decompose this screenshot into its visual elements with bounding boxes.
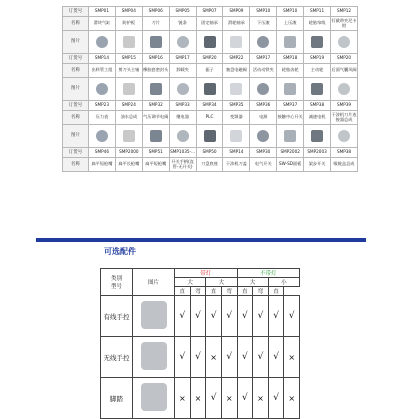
check-mark: √ [268, 378, 284, 419]
part-image [223, 125, 250, 148]
option-row [101, 337, 300, 378]
part-code: SMP17 [250, 54, 277, 64]
option-label: 有线手控 [101, 296, 133, 337]
cross-mark: × [206, 337, 222, 378]
grid-row-name [63, 17, 358, 31]
part-name: 塞盘电磁阀 [223, 64, 250, 78]
part-photo-icon [284, 36, 296, 48]
check-mark: √ [221, 296, 237, 337]
part-name: 继电器 [169, 111, 196, 125]
row-header: 名称 [63, 64, 89, 78]
check-mark: √ [237, 296, 253, 337]
part-image [250, 78, 277, 101]
part-code: SMP12 [331, 7, 358, 17]
part-name: 防护板 [115, 17, 142, 31]
part-photo-icon [284, 83, 296, 95]
part-name: 钉截带夹尼卡钳 [331, 17, 358, 31]
row-header: 订货号 [63, 148, 89, 158]
part-photo-icon [123, 130, 135, 142]
check-mark: √ [206, 296, 222, 337]
part-name: 轮胎齿轮 [277, 64, 304, 78]
orientation-header: 直 [175, 287, 191, 296]
part-image [115, 125, 142, 148]
part-image [331, 125, 358, 148]
part-code: SMP18 [277, 54, 304, 64]
orientation-header: 弯 [253, 287, 269, 296]
part-code: SMP14 [89, 54, 116, 64]
part-code: SMP50 [196, 148, 223, 158]
part-photo-icon [257, 83, 269, 95]
size-small: 小 [268, 278, 299, 287]
part-photo-icon [96, 130, 108, 142]
part-name: 变频器 [223, 111, 250, 125]
check-mark: √ [206, 378, 222, 419]
parts-grid [62, 6, 358, 172]
part-code: SMP11 [304, 7, 331, 17]
part-code: SMP23 [89, 101, 116, 111]
part-code: SMP35 [223, 101, 250, 111]
grid-row-code [63, 7, 358, 17]
part-image [169, 31, 196, 54]
option-image [133, 337, 175, 378]
part-name: 扁平短枪嘴 [142, 158, 169, 172]
part-photo-icon [311, 83, 323, 95]
part-image [223, 31, 250, 54]
part-code: SMP30 [250, 148, 277, 158]
options-table [100, 268, 300, 419]
check-mark: √ [190, 337, 206, 378]
part-name: 干涉机刀片连接器总成 [331, 111, 358, 125]
row-header: 图片 [63, 78, 89, 101]
cross-mark: × [190, 378, 206, 419]
option-row [101, 378, 300, 419]
part-name: 活动动铁夹 [250, 64, 277, 78]
part-name: 轮胎帘线 [304, 17, 331, 31]
part-image [89, 31, 116, 54]
grid-row-name [63, 111, 358, 125]
part-image [115, 31, 142, 54]
part-code: SMP33 [169, 101, 196, 111]
part-image [169, 78, 196, 101]
part-photo-icon [123, 36, 135, 48]
part-name: 下压滚 [250, 17, 277, 31]
part-image [250, 125, 277, 148]
orientation-header: 弯 [190, 287, 206, 296]
part-photo-icon [257, 130, 269, 142]
part-photo-icon [284, 130, 296, 142]
part-code: SMP10 [250, 7, 277, 17]
orientation-header: 直 [206, 287, 222, 296]
part-code: SMP2003 [304, 148, 331, 158]
grid-row-name [63, 158, 358, 172]
part-photo-icon [177, 36, 189, 48]
part-code: SMP34 [196, 101, 223, 111]
part-name: 振子 [196, 64, 223, 78]
check-mark: √ [190, 296, 206, 337]
part-photo-icon [230, 36, 242, 48]
part-name: 开关手柄(直管-无开关) [169, 158, 196, 172]
part-name: 刀盘底座 [196, 158, 223, 172]
part-image [89, 125, 116, 148]
part-name: 出料管工组 [89, 64, 116, 78]
part-name: 扁平长枪嘴 [115, 158, 142, 172]
part-code: SMP36 [250, 101, 277, 111]
part-code: SMP37 [277, 101, 304, 111]
grid-row-image [63, 125, 358, 148]
part-code: SMP10 [277, 7, 304, 17]
part-image [277, 78, 304, 101]
part-photo-icon [177, 130, 189, 142]
part-image [331, 31, 358, 54]
part-name: 橡胶套密封头 [142, 64, 169, 78]
row-header: 订货号 [63, 54, 89, 64]
part-image [277, 125, 304, 148]
check-mark: √ [221, 337, 237, 378]
part-photo-icon [311, 36, 323, 48]
part-photo-icon [150, 130, 162, 142]
part-image [304, 125, 331, 148]
part-code: SMP09 [223, 7, 250, 17]
grid-row-image [63, 31, 358, 54]
group-with-light: 带灯 [175, 269, 238, 278]
part-code: SMP20 [196, 54, 223, 64]
part-image [142, 125, 169, 148]
options-header-image: 图片 [133, 269, 175, 296]
part-image [115, 78, 142, 101]
wireless-controller-icon [141, 342, 167, 370]
part-name: 压力表 [89, 111, 116, 125]
part-name: 架步开关 [304, 158, 331, 172]
cross-mark: × [284, 378, 300, 419]
part-code: SMP15 [115, 54, 142, 64]
part-image [331, 78, 358, 101]
size-big-3: 大 [237, 278, 268, 287]
check-mark: √ [253, 296, 269, 337]
part-name: 卸载夹 [169, 64, 196, 78]
part-code: SMP38 [331, 148, 358, 158]
part-code: SMP32 [142, 101, 169, 111]
part-photo-icon [338, 83, 350, 95]
option-image [133, 378, 175, 419]
part-name: SW-SD面板 [277, 158, 304, 172]
grid-row-name [63, 64, 358, 78]
part-name: 固定轴承 [196, 17, 223, 31]
part-image [196, 125, 223, 148]
part-image [304, 78, 331, 101]
row-header: 名称 [63, 158, 89, 172]
row-header: 图片 [63, 125, 89, 148]
check-mark: √ [268, 337, 284, 378]
grid-row-code [63, 148, 358, 158]
part-photo-icon [230, 130, 242, 142]
part-photo-icon [150, 36, 162, 48]
row-header: 订货号 [63, 7, 89, 17]
part-photo-icon [311, 130, 323, 142]
part-code: SMP51 [142, 148, 169, 158]
part-photo-icon [338, 130, 350, 142]
part-image [169, 125, 196, 148]
part-name: 主动轮 [304, 64, 331, 78]
part-name: 干涉机刀盖 [223, 158, 250, 172]
part-code: SMP39 [331, 101, 358, 111]
part-image [223, 78, 250, 101]
part-image [89, 78, 116, 101]
grid-row-code [63, 54, 358, 64]
part-photo-icon [204, 83, 216, 95]
part-name: 喉咙盒总成 [331, 158, 358, 172]
part-code: SMP01 [89, 7, 116, 17]
part-code: SMP20 [331, 54, 358, 64]
check-mark: √ [175, 296, 191, 337]
check-mark: √ [175, 337, 191, 378]
size-big: 大 [175, 278, 206, 287]
check-mark: √ [237, 378, 253, 419]
part-name: 油水总成 [115, 111, 142, 125]
part-code: SMP38 [304, 101, 331, 111]
grid-row-image [63, 78, 358, 101]
part-code: SMP1035-... [169, 148, 196, 158]
part-name: 刀片 [142, 17, 169, 31]
check-mark: √ [237, 337, 253, 378]
part-photo-icon [177, 83, 189, 95]
group-without-light: 不带灯 [237, 269, 300, 278]
part-photo-icon [150, 83, 162, 95]
option-label: 无线手控 [101, 337, 133, 378]
part-photo-icon [123, 83, 135, 95]
cross-mark: × [253, 378, 269, 419]
section-bar [36, 238, 366, 242]
part-code: SMP22 [223, 54, 250, 64]
option-row [101, 296, 300, 337]
cross-mark: × [284, 337, 300, 378]
part-photo-icon [230, 83, 242, 95]
part-image [142, 78, 169, 101]
check-mark: √ [268, 296, 284, 337]
orientation-header: 弯 [221, 287, 237, 296]
part-code: SMP16 [142, 54, 169, 64]
part-code: SMP06 [142, 7, 169, 17]
part-photo-icon [96, 36, 108, 48]
row-header: 名称 [63, 17, 89, 31]
part-name: 电源 [250, 111, 277, 125]
part-name: 减速电机 [304, 111, 331, 125]
part-photo-icon [96, 83, 108, 95]
part-name: 上压滚 [277, 17, 304, 31]
grid-row-code [63, 101, 358, 111]
part-image [277, 31, 304, 54]
part-name: 剪刀头主轴 [115, 64, 142, 78]
options-header-category: 类别 型号 [101, 269, 133, 296]
part-code: SMP04 [115, 7, 142, 17]
part-name: 链条 [169, 17, 196, 31]
part-photo-icon [257, 36, 269, 48]
part-name: 接触中心开关 [277, 111, 304, 125]
part-image [304, 31, 331, 54]
part-name: 气压调节电阀 [142, 111, 169, 125]
row-header: 名称 [63, 111, 89, 125]
wired-controller-icon [141, 301, 167, 329]
section-title: 可选配件 [104, 247, 136, 256]
check-mark: √ [253, 337, 269, 378]
row-header: 图片 [63, 31, 89, 54]
orientation-header: 直 [268, 287, 284, 296]
part-code: SMP14 [223, 148, 250, 158]
part-code: SMP19 [304, 54, 331, 64]
part-name: 滑块气缸 [89, 17, 116, 31]
part-name: 扁平短枪嘴 [89, 158, 116, 172]
part-code: SMP46 [89, 148, 116, 158]
optional-accessories-section [36, 238, 366, 254]
foot-pedal-icon [141, 383, 167, 411]
part-photo-icon [338, 36, 350, 48]
part-image [250, 31, 277, 54]
part-name: 滑轮轴承 [223, 17, 250, 31]
part-name: 电气开关 [250, 158, 277, 172]
part-name: 后面气囊风阀 [331, 64, 358, 78]
part-photo-icon [204, 36, 216, 48]
part-code: SMP07 [196, 7, 223, 17]
part-photo-icon [204, 130, 216, 142]
row-header: 订货号 [63, 101, 89, 111]
part-code: SMP2002 [277, 148, 304, 158]
cross-mark: × [175, 378, 191, 419]
option-image [133, 296, 175, 337]
size-big-2: 大 [206, 278, 237, 287]
part-code: SMP2000 [115, 148, 142, 158]
part-code: SMP24 [115, 101, 142, 111]
part-image [142, 31, 169, 54]
part-image [196, 31, 223, 54]
part-name: PLC [196, 111, 223, 125]
part-code: SMP05 [169, 7, 196, 17]
part-code: SMP17 [169, 54, 196, 64]
part-image [196, 78, 223, 101]
cross-mark: × [221, 378, 237, 419]
check-mark: √ [284, 296, 300, 337]
option-label: 脚踏 [101, 378, 133, 419]
orientation-header: 直 [237, 287, 253, 296]
